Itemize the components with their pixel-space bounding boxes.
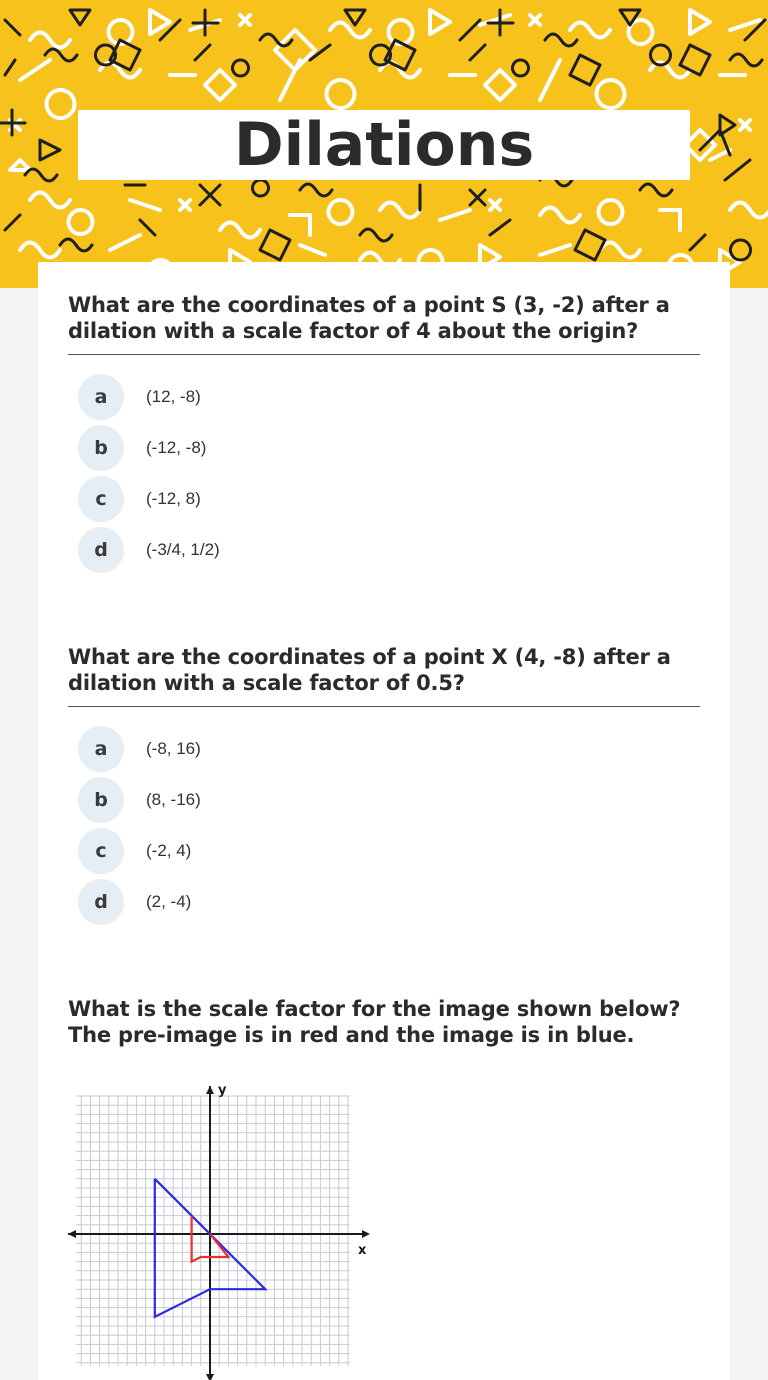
y-axis-arrow-bottom — [206, 1374, 214, 1380]
question-3-text: What is the scale factor for the image shown below? The pre-image is in red and the image is in blue. — [68, 997, 681, 1047]
y-axis-arrow — [206, 1086, 214, 1094]
option-b[interactable] — [68, 422, 700, 473]
option-text: (-12, -8) — [146, 437, 207, 457]
divider — [68, 706, 700, 707]
option-letter-badge: a — [78, 374, 124, 420]
question-1 — [68, 292, 700, 575]
option-b[interactable] — [68, 774, 700, 825]
option-letter-badge: a — [78, 726, 124, 772]
dilation-graph — [68, 1084, 378, 1380]
option-a[interactable] — [68, 723, 700, 774]
page-title: Dilations — [233, 110, 535, 180]
option-letter-badge: d — [78, 527, 124, 573]
question-2-text: What are the coordinates of a point X (4, -8) after a dilation with a scale factor of 0.5? — [68, 645, 671, 695]
option-text: (-8, 16) — [146, 738, 201, 758]
option-text: (-3/4, 1/2) — [146, 539, 220, 559]
question-3 — [68, 996, 700, 1048]
option-text: (2, -4) — [146, 891, 192, 911]
header-banner — [0, 0, 768, 288]
question-2-options — [68, 723, 700, 927]
worksheet-card — [38, 262, 730, 1380]
question-2 — [68, 644, 700, 927]
x-axis-arrow-left — [68, 1230, 76, 1238]
option-letter-badge: b — [78, 425, 124, 471]
grid-lines — [76, 1096, 350, 1366]
option-letter-badge: b — [78, 777, 124, 823]
y-axis-label: y — [218, 1084, 227, 1098]
option-c[interactable] — [68, 473, 700, 524]
x-axis-arrow — [362, 1230, 370, 1238]
option-letter-badge: c — [78, 476, 124, 522]
title-box — [78, 110, 690, 180]
option-d[interactable] — [68, 524, 700, 575]
option-letter-badge: d — [78, 879, 124, 925]
divider — [68, 354, 700, 355]
option-text: (-2, 4) — [146, 840, 192, 860]
option-text: (12, -8) — [146, 386, 201, 406]
option-letter-badge: c — [78, 828, 124, 874]
option-a[interactable] — [68, 371, 700, 422]
option-text: (8, -16) — [146, 789, 201, 809]
question-1-text: What are the coordinates of a point S (3, -2) after a dilation with a scale factor of 4 about the origin? — [68, 293, 670, 343]
question-1-options — [68, 371, 700, 575]
option-text: (-12, 8) — [146, 488, 201, 508]
option-d[interactable] — [68, 876, 700, 927]
x-axis-label: x — [358, 1243, 367, 1258]
option-c[interactable] — [68, 825, 700, 876]
